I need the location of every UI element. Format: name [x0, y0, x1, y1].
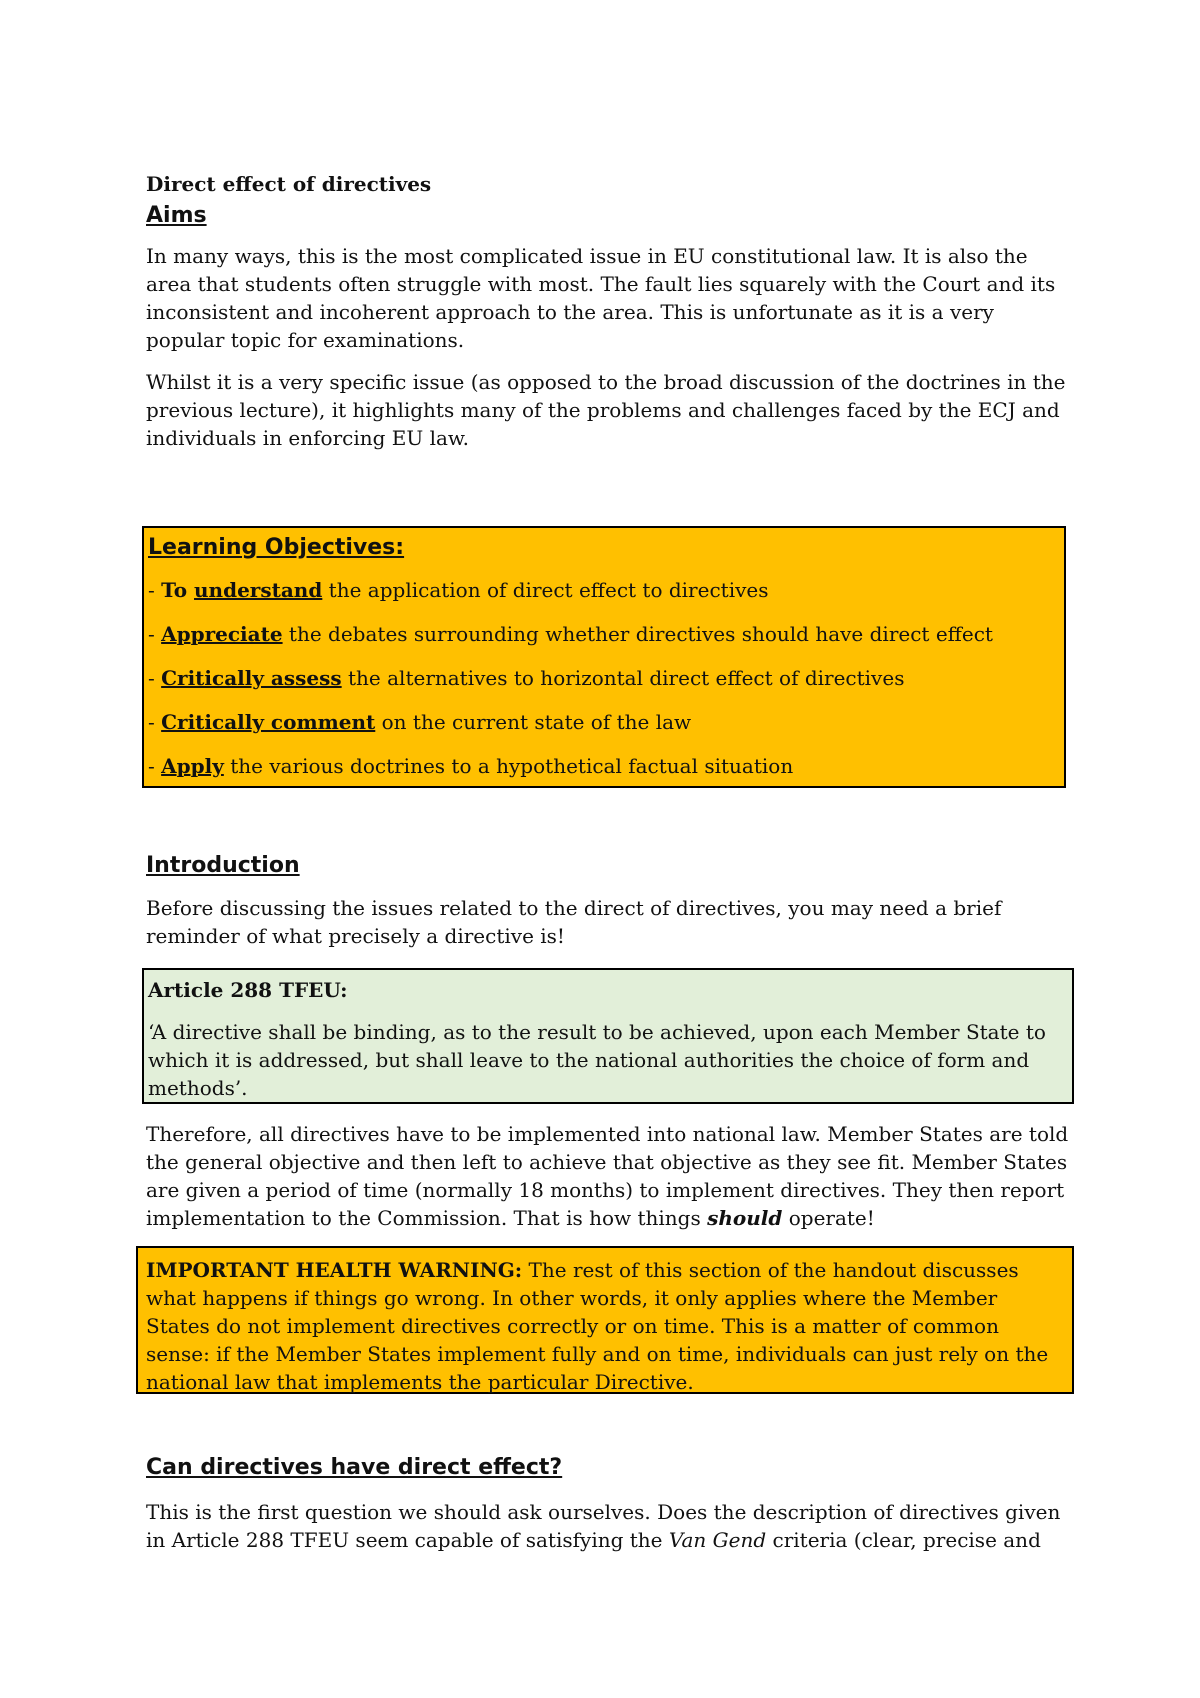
- objective-prefix: -: [148, 578, 162, 602]
- aims-paragraph-1: In many ways, this is the most complicated issue in EU constitutional law. It is also the area that students often struggle with most. The fault lies squarely with the Court and its inconsistent and incoherent approach to the area. This is unfortunate as it is a very popular topic for examinations.: [146, 244, 1056, 352]
- learning-objectives-heading: Learning Objectives:: [148, 535, 405, 560]
- objective-keyword: Critically comment: [161, 710, 376, 734]
- article-quote: ‘A directive shall be binding, as to the result to be achieved, upon each Member State to which it is addressed, but shall leave to the national authorities the choice of form and methods’.: [148, 1020, 1046, 1100]
- objective-keyword: Appreciate: [161, 622, 283, 646]
- health-warning-box: [136, 1246, 1074, 1394]
- objective-prefix: -: [148, 710, 162, 734]
- objective-item: [148, 576, 1060, 604]
- objective-keyword: Apply: [161, 754, 224, 778]
- implementation-text-end: operate!: [782, 1206, 875, 1230]
- should-emphasis: should: [707, 1206, 783, 1230]
- objective-keyword: Critically assess: [161, 666, 342, 690]
- page-title: Direct effect of directives: [146, 172, 432, 196]
- aims-paragraph-2: Whilst it is a very specific issue (as opposed to the broad discussion of the doctrines in the previous lecture), it highlights many of the problems and challenges faced by the ECJ and individuals in enforcing EU law.: [146, 370, 1066, 450]
- objective-text: the application of direct effect to directives: [322, 578, 769, 602]
- article-288-box: [142, 968, 1074, 1104]
- objective-text: the alternatives to horizontal direct effect of directives: [341, 666, 905, 690]
- objective-item: [148, 708, 1060, 736]
- can-directives-paragraph: [146, 1498, 1076, 1554]
- implementation-text: Therefore, all directives have to be implemented into national law. Member States are told the general objective and then left to achieve that objective as they see fit. Member States are given a period of time (normally 18 months) to implement directives. They then report implementation to the Commission. That is how things: [146, 1122, 1069, 1230]
- objective-text: the debates surrounding whether directives should have direct effect: [282, 622, 993, 646]
- can-directives-text: This is the first question we should ask ourselves. Does the description of directives given in Article 288 TFEU seem capable of satisfying the: [146, 1500, 1061, 1552]
- objective-text: on the current state of the law: [375, 710, 692, 734]
- objective-lead: To: [161, 578, 195, 602]
- introduction-section: [146, 850, 1076, 950]
- introduction-heading: Introduction: [146, 853, 300, 878]
- learning-objectives-box: [142, 526, 1066, 788]
- can-directives-heading: Can directives have direct effect?: [146, 1455, 563, 1480]
- objective-text: the various doctrines to a hypothetical factual situation: [223, 754, 794, 778]
- implementation-paragraph-wrap: [146, 1120, 1076, 1232]
- aims-heading: Aims: [146, 203, 207, 228]
- can-directives-section: [146, 1452, 1076, 1554]
- can-directives-text-end: criteria (clear, precise and: [766, 1528, 1041, 1552]
- objective-prefix: -: [148, 754, 162, 778]
- health-warning-text: [146, 1256, 1064, 1396]
- van-gend-emphasis: Van Gend: [668, 1528, 767, 1552]
- article-title: Article 288 TFEU:: [148, 978, 348, 1002]
- aims-section: [146, 170, 1076, 452]
- introduction-paragraph: Before discussing the issues related to the direct of directives, you may need a brief reminder of what precisely a directive is!: [146, 896, 1002, 948]
- objective-item: [148, 620, 1060, 648]
- objective-prefix: -: [148, 622, 162, 646]
- objective-prefix: -: [148, 666, 162, 690]
- objective-item: [148, 664, 1060, 692]
- implementation-paragraph: [146, 1120, 1076, 1232]
- objective-keyword: understand: [194, 578, 323, 602]
- health-warning-label: IMPORTANT HEALTH WARNING:: [146, 1258, 523, 1282]
- objective-item: [148, 752, 1060, 780]
- health-warning-body: The rest of this section of the handout discusses what happens if things go wrong. In other words, it only applies where the Member States do not implement directives correctly or on time. This is a matter of common sense: if the Member States implement fully and on time, individuals can just rely on the national law that implements the particular Directive.: [146, 1258, 1049, 1394]
